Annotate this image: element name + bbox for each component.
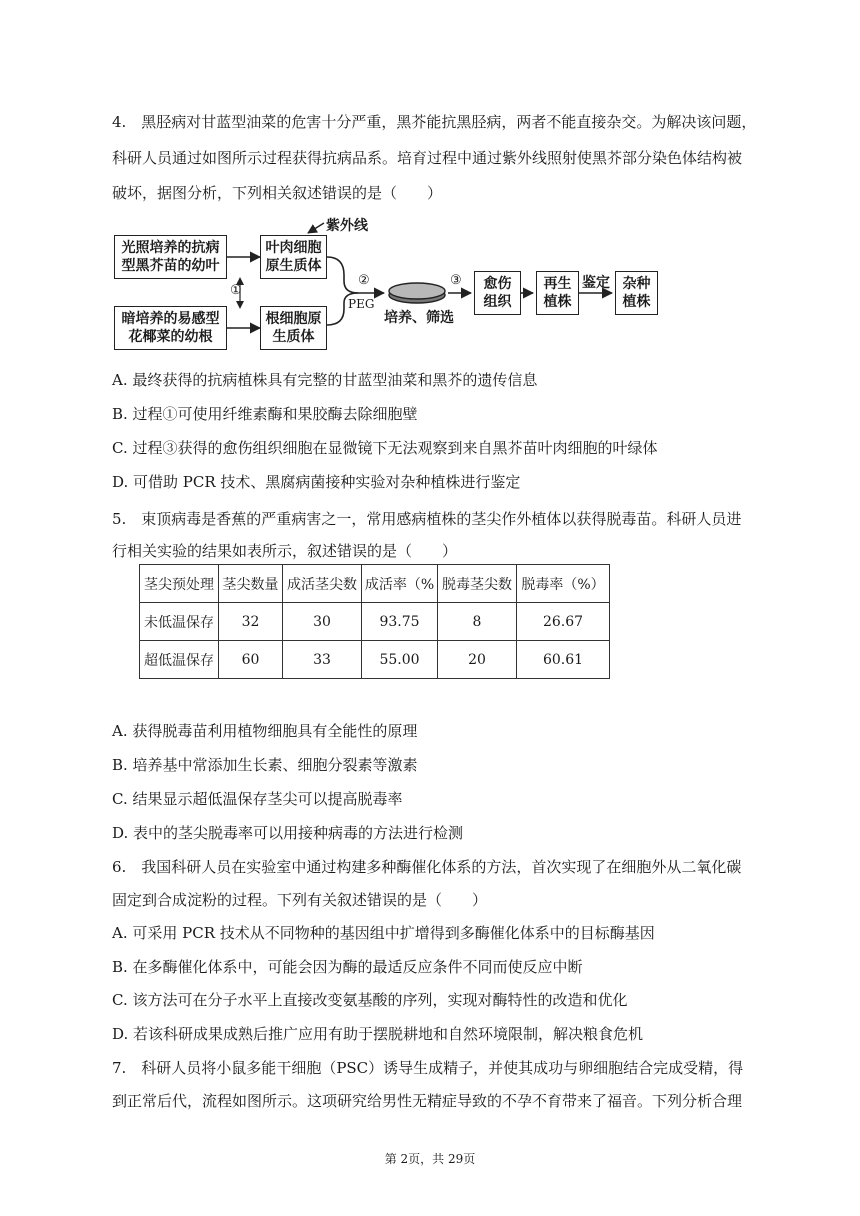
q4-stem-line-3: 破坏，据图分析，下列相关叙述错误的是（ ） bbox=[112, 184, 443, 202]
table-cell: 55.00 bbox=[362, 641, 438, 679]
table-header-cell: 茎尖预处理 bbox=[140, 565, 219, 603]
uv-arrow bbox=[308, 223, 324, 233]
q4-process-diagram bbox=[112, 215, 672, 357]
step-1-label: ① bbox=[230, 283, 242, 298]
q6-option-d: D. 若该科研成果成熟后推广应用有助于摆脱耕地和自然环境限制，解决粮食危机 bbox=[112, 1025, 644, 1043]
table-cell: 32 bbox=[219, 603, 283, 641]
table-cell: 8 bbox=[438, 603, 517, 641]
box-regenerated-plant: 再生植株 bbox=[536, 271, 579, 315]
q6-stem-line-1: 6. 我国科研人员在实验室中通过构建多种酶催化体系的方法，首次实现了在细胞外从二氧化碳 bbox=[112, 858, 742, 876]
table-cell: 30 bbox=[283, 603, 362, 641]
q5-option-c: C. 结果显示超低温保存茎尖可以提高脱毒率 bbox=[112, 790, 403, 808]
q6-stem-line-2: 固定到合成淀粉的过程。下列有关叙述错误的是（ ） bbox=[112, 891, 488, 909]
q5-option-d: D. 表中的茎尖脱毒率可以用接种病毒的方法进行检测 bbox=[112, 824, 464, 842]
q6-option-c: C. 该方法可在分子水平上直接改变氨基酸的序列，实现对酶特性的改造和优化 bbox=[112, 991, 628, 1009]
box-susceptible-root: 暗培养的易感型花椰菜的幼根 bbox=[114, 306, 227, 350]
step-2-label: ② bbox=[358, 273, 370, 288]
q4-stem-line-2: 科研人员通过如图所示过程获得抗病品系。培育过程中通过紫外线照射使黑芥部分染色体结构被 bbox=[112, 149, 743, 167]
table-header-cell: 成活茎尖数 bbox=[283, 565, 362, 603]
table-cell: 33 bbox=[283, 641, 362, 679]
page-footer: 第 2页，共 29页 bbox=[384, 1152, 476, 1166]
q5-stem-line-2: 行相关实验的结果如表所示，叙述错误的是（ ） bbox=[112, 542, 458, 560]
table-row bbox=[140, 641, 610, 679]
q5-option-a: A. 获得脱毒苗利用植物细胞具有全能性的原理 bbox=[112, 722, 418, 740]
table-header-row bbox=[140, 565, 610, 603]
q4-option-c: C. 过程③获得的愈伤组织细胞在显微镜下无法观察到来自黑芥苗叶肉细胞的叶绿体 bbox=[112, 439, 658, 457]
box-callus: 愈伤组织 bbox=[474, 271, 521, 315]
uv-label: 紫外线 bbox=[326, 218, 368, 234]
peg-label: PEG bbox=[348, 297, 375, 311]
q4-option-a: A. 最终获得的抗病植株具有完整的甘蓝型油菜和黑芥的遗传信息 bbox=[112, 371, 538, 389]
table-cell: 20 bbox=[438, 641, 517, 679]
identify-label: 鉴定 bbox=[582, 275, 610, 291]
q5-results-table bbox=[139, 564, 610, 679]
q5-option-b: B. 培养基中常添加生长素、细胞分裂素等激素 bbox=[112, 756, 418, 774]
q7-stem-line-2: 到正常后代，流程如图所示。这项研究给男性无精症导致的不孕不育带来了福音。下列分析合理 bbox=[112, 1092, 743, 1110]
culture-screening-label: 培养、筛选 bbox=[384, 310, 454, 326]
table-cell: 26.67 bbox=[517, 603, 610, 641]
table-cell: 超低温保存 bbox=[140, 641, 219, 679]
q5-stem-line-1: 5. 束顶病毒是香蕉的严重病害之一，常用感病植株的茎尖作外植体以获得脱毒苗。科研人员进 bbox=[112, 510, 742, 528]
step-3-label: ③ bbox=[450, 273, 462, 288]
box-hybrid-plant: 杂种植株 bbox=[615, 271, 658, 315]
table-header-cell: 茎尖数量 bbox=[219, 565, 283, 603]
table-cell: 60 bbox=[219, 641, 283, 679]
table-cell: 60.61 bbox=[517, 641, 610, 679]
table-header-cell: 脱毒率（%） bbox=[517, 565, 610, 603]
q6-option-a: A. 可采用 PCR 技术从不同物种的基因组中扩增得到多酶催化体系中的目标酶基因 bbox=[112, 924, 655, 942]
q4-option-d: D. 可借助 PCR 技术、黑腐病菌接种实验对杂种植株进行鉴定 bbox=[112, 473, 521, 491]
table-header-cell: 脱毒茎尖数 bbox=[438, 565, 517, 603]
q6-option-b: B. 在多酶催化体系中，可能会因为酶的最适反应条件不同而使反应中断 bbox=[112, 958, 583, 976]
table-row bbox=[140, 603, 610, 641]
q7-stem-line-1: 7. 科研人员将小鼠多能干细胞（PSC）诱导生成精子，并使其成功与卵细胞结合完成受精，得 bbox=[112, 1059, 744, 1077]
q4-stem-line-1: 4. 黑胫病对甘蓝型油菜的危害十分严重，黑芥能抗黑胫病，两者不能直接杂交。为解决该问题， bbox=[112, 113, 757, 131]
box-mesophyll-protoplast: 叶肉细胞原生质体 bbox=[260, 235, 327, 279]
table-header-cell: 成活率（% bbox=[362, 565, 438, 603]
box-resistant-leaf: 光照培养的抗病型黑芥苗的幼叶 bbox=[114, 235, 227, 279]
table-cell: 未低温保存 bbox=[140, 603, 219, 641]
merge-upper bbox=[327, 257, 358, 293]
box-root-protoplast: 根细胞原生质体 bbox=[260, 306, 327, 350]
q4-option-b: B. 过程①可使用纤维素酶和果胶酶去除细胞壁 bbox=[112, 405, 418, 423]
table-cell: 93.75 bbox=[362, 603, 438, 641]
